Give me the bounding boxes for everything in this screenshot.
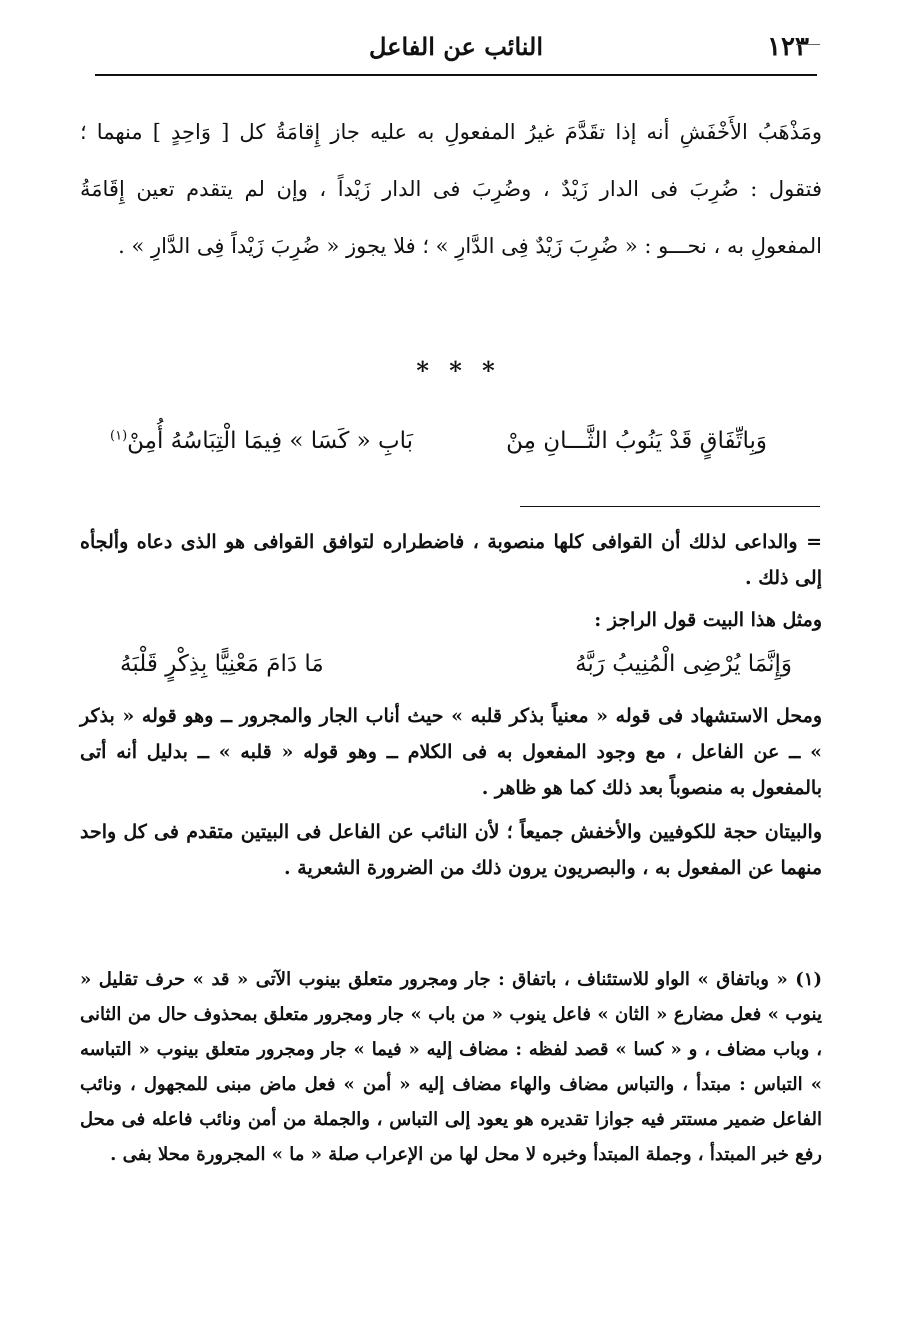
istishhad-paragraph: ومحل الاستشهاد فى قوله « معنياً بذكر قلبه » حيث أناب الجار والمجرور ــ وهو قوله « بذكر » ــ عن الفاعل ، مع وجود المفعول به فى الكلام ــ وهو قوله « قلبه » ــ بدليل أنه أتى بالمفعول به منصوباً بعد ذلك كما هو ظاهر .: [80, 705, 822, 799]
running-head: النائب عن الفاعل: [368, 32, 543, 61]
footnote-1: (١) « وباتفاق » الواو للاستئناف ، باتفاق : جار ومجرور متعلق بينوب الآتى « قد » حرف تقليل « ينوب » فعل مضارع « الثان » فاعل ينوب « من باب » جار ومجرور متعلق بمحذوف حال من الثانى ، وباب مضاف ، و « كسا » قصد لفظه : مضاف إليه « فيما » جار ومجرور متعلق بينوب « التباسه » التباس : مبتدأ ، والتباس مضاف والهاء مضاف إليه « أمن » فعل ماض مبنى للمجهول ، ونائب الفاعل ضمير مستتر فيه جوازا تقديره هو يعود إلى التباس ، والجملة من أمن ونائب فاعله فى محل رفع خبر المبتدأ ، وجملة المبتدأ وخبره لا محل لها من الإعراب صلة « ما » المجرورة محلا بفى .: [80, 969, 822, 1165]
rajaz-verse: [80, 638, 822, 698]
page-number: ١٢٣: [767, 32, 809, 62]
commentary-section: [80, 524, 822, 886]
rajaz-intro: ومثل هذا البيت قول الراجز :: [594, 609, 822, 631]
section-separator: * * *: [416, 356, 501, 385]
rajaz-second-hemistich: مَا دَامَ مَعْنِيًّا بِذِكْرٍ قَلْبَهُ: [120, 651, 324, 677]
alfiyya-verse: [110, 420, 767, 480]
verse-second-text: بَابِ « كَسَا » فِيمَا الْتِبَاسُهُ أُمِنْ: [127, 428, 414, 454]
commentary-continuation: = والداعى لذلك أن القوافى كلها منصوبة ، فاضطراره لتوافق القوافى هو الذى دعاه وألجأه إلى ذلك .: [80, 531, 822, 589]
verse-first-hemistich: وَبِاتِّفَاقٍ قَدْ يَنُوبُ الثَّـــانِ مِنْ: [506, 428, 767, 454]
verse-second-hemistich: [110, 428, 413, 454]
footnote-section: [80, 962, 822, 1172]
page-header: [95, 30, 817, 76]
main-paragraph: ومَذْهَبُ الأَخْفَشِ أنه إذا تقَدَّمَ غيرُ المفعولِ به عليه جاز إِقامَةُ كل [ وَاحِدٍ ] منهما ؛ فتقول : ضُرِبَ فى الدار زَيْدٌ ، وضُرِبَ فى الدار زَيْداً ، وإن لم يتقدم تعين إِقَامَةُ المفعولِ به ، نحـــو : « ضُرِبَ زَيْدٌ فِى الدَّارِ » ؛ فلا يجوز « ضُرِبَ زَيْداً فِى الدَّارِ » .: [80, 120, 822, 258]
footnote-divider: [520, 506, 820, 507]
conclusion-paragraph: والبيتان حجة للكوفيين والأخفش جميعاً ؛ لأن النائب عن الفاعل فى البيتين متقدم فى كل واحد منهما عن المفعول به ، والبصريون يرون ذلك من الضرورة الشعرية .: [80, 821, 822, 879]
rajaz-first-hemistich: وَإِنَّمَا يُرْضِى الْمُنِيبُ رَبَّهُ: [575, 651, 792, 677]
footnote-marker: (١): [110, 428, 128, 444]
margin-dash: [796, 44, 820, 45]
